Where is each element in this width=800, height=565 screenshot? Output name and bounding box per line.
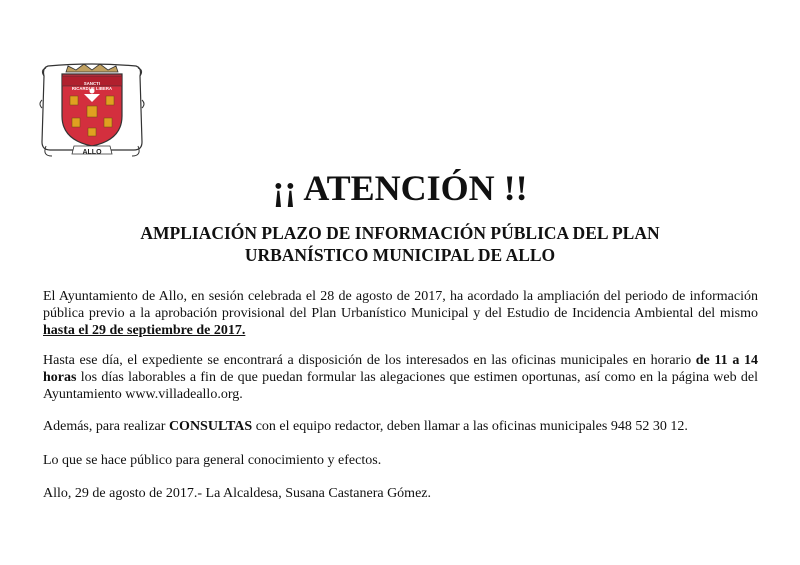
paragraph-availability-after: los días laborables a fin de que puedan formular las alegaciones que estimen oportunas, así como en la página web del Ayuntamiento www.villadeallo.org. xyxy=(43,370,758,402)
crest-motto-line1: SANCTI xyxy=(83,81,101,86)
paragraph-agreement-text: El Ayuntamiento de Allo, en sesión celebrada el 28 de agosto de 2017, ha acordado la ampliación del periodo de información pública previo a la aprobación provisional del Plan Urbanístico Municipal y del Estudio de Incidencia Ambiental del mismo xyxy=(43,289,758,321)
paragraph-consultations-before: Además, para realizar xyxy=(43,419,169,434)
paragraph-consultations-after: con el equipo redactor, deben llamar a las oficinas municipales 948 52 30 12. xyxy=(252,419,688,434)
office-hours: de 11 a 14 horas xyxy=(43,353,758,385)
page-subtitle xyxy=(60,222,740,266)
paragraph-availability-before: Hasta ese día, el expediente se encontrará a disposición de los interesados en las oficinas municipales en horario xyxy=(43,353,696,368)
crest-emblem-icon xyxy=(38,60,146,162)
subtitle-line1: AMPLIACIÓN PLAZO DE INFORMACIÓN PÚBLICA DEL PLAN xyxy=(140,223,660,243)
page-title: ¡¡ ATENCIÓN !! xyxy=(272,168,528,208)
paragraph-agreement xyxy=(43,288,758,339)
consultations-highlight: CONSULTAS xyxy=(168,419,253,434)
paragraph-signature: Allo, 29 de agosto de 2017.- La Alcaldesa, Susana Castanera Gómez. xyxy=(43,486,432,501)
paragraph-availability xyxy=(43,352,758,403)
municipal-crest xyxy=(38,60,146,162)
paragraph-consultations xyxy=(43,418,758,435)
deadline-date: hasta el 29 de septiembre de 2017. xyxy=(43,323,246,338)
crest-motto-line2: RICARDUS LIBERA xyxy=(71,86,113,91)
crest-motto xyxy=(62,81,122,91)
crest-banner-label: ALLO xyxy=(82,149,102,156)
subtitle-line2: URBANÍSTICO MUNICIPAL DE ALLO xyxy=(244,245,556,265)
paragraph-publication: Lo que se hace público para general conocimiento y efectos. xyxy=(43,453,382,468)
